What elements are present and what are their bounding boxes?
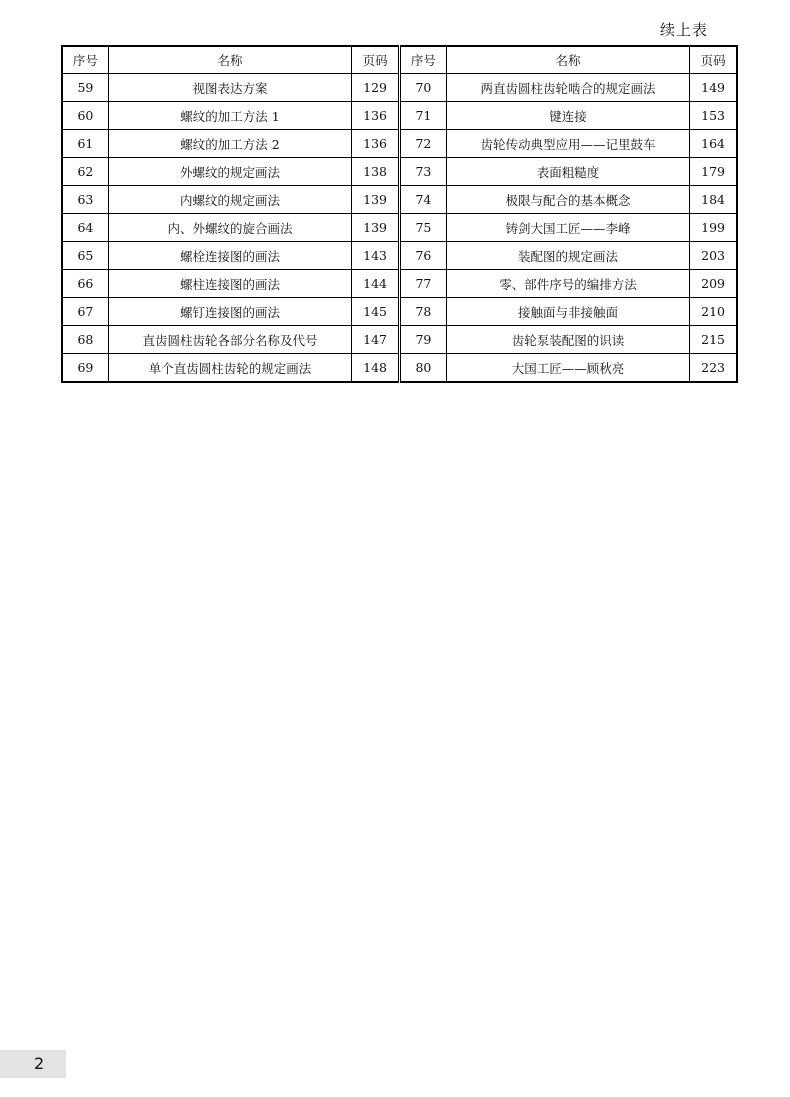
table-row bbox=[62, 326, 737, 354]
entry-name: 接触面与非接触面 bbox=[446, 298, 689, 326]
entry-page: 136 bbox=[352, 102, 400, 130]
entry-no: 65 bbox=[62, 242, 108, 270]
table-row bbox=[62, 270, 737, 298]
entry-page: 164 bbox=[690, 130, 737, 158]
table-header-row bbox=[62, 46, 737, 74]
entry-no: 66 bbox=[62, 270, 108, 298]
table-row bbox=[62, 242, 737, 270]
entry-no: 61 bbox=[62, 130, 108, 158]
entry-no: 77 bbox=[399, 270, 446, 298]
entry-no: 80 bbox=[399, 354, 446, 383]
entry-name: 内、外螺纹的旋合画法 bbox=[108, 214, 351, 242]
entry-page: 210 bbox=[690, 298, 737, 326]
entry-page: 139 bbox=[352, 186, 400, 214]
entry-name: 外螺纹的规定画法 bbox=[108, 158, 351, 186]
entry-name: 视图表达方案 bbox=[108, 74, 351, 102]
page-number-tab bbox=[0, 1050, 66, 1078]
entry-name: 铸剑大国工匠——李峰 bbox=[446, 214, 689, 242]
entry-name: 螺栓连接图的画法 bbox=[108, 242, 351, 270]
entry-page: 148 bbox=[352, 354, 400, 383]
entry-page: 147 bbox=[352, 326, 400, 354]
entry-page: 145 bbox=[352, 298, 400, 326]
table-row bbox=[62, 74, 737, 102]
entry-page: 203 bbox=[690, 242, 737, 270]
entry-name: 键连接 bbox=[446, 102, 689, 130]
entry-no: 75 bbox=[399, 214, 446, 242]
toc-table bbox=[61, 45, 738, 383]
entry-page: 215 bbox=[690, 326, 737, 354]
entry-no: 78 bbox=[399, 298, 446, 326]
entry-name: 单个直齿圆柱齿轮的规定画法 bbox=[108, 354, 351, 383]
entry-page: 199 bbox=[690, 214, 737, 242]
entry-page: 223 bbox=[690, 354, 737, 383]
entry-no: 60 bbox=[62, 102, 108, 130]
entry-page: 136 bbox=[352, 130, 400, 158]
entry-name: 螺纹的加工方法 2 bbox=[108, 130, 351, 158]
entry-page: 153 bbox=[690, 102, 737, 130]
entry-no: 64 bbox=[62, 214, 108, 242]
entry-no: 79 bbox=[399, 326, 446, 354]
entry-no: 67 bbox=[62, 298, 108, 326]
page-number: 2 bbox=[34, 1054, 45, 1073]
entry-name: 螺纹的加工方法 1 bbox=[108, 102, 351, 130]
entry-no: 62 bbox=[62, 158, 108, 186]
entry-name: 直齿圆柱齿轮各部分名称及代号 bbox=[108, 326, 351, 354]
entry-name: 两直齿圆柱齿轮啮合的规定画法 bbox=[446, 74, 689, 102]
header-name: 名称 bbox=[446, 46, 689, 74]
entry-name: 螺钉连接图的画法 bbox=[108, 298, 351, 326]
entry-name: 螺柱连接图的画法 bbox=[108, 270, 351, 298]
entry-name: 内螺纹的规定画法 bbox=[108, 186, 351, 214]
entry-name: 大国工匠——顾秋亮 bbox=[446, 354, 689, 383]
entry-no: 63 bbox=[62, 186, 108, 214]
entry-name: 零、部件序号的编排方法 bbox=[446, 270, 689, 298]
table-row bbox=[62, 102, 737, 130]
header-no: 序号 bbox=[399, 46, 446, 74]
continuation-label: 续上表 bbox=[659, 21, 708, 39]
header-page: 页码 bbox=[690, 46, 737, 74]
table-row bbox=[62, 214, 737, 242]
entry-page: 144 bbox=[352, 270, 400, 298]
table-row bbox=[62, 158, 737, 186]
entry-no: 59 bbox=[62, 74, 108, 102]
table-row bbox=[62, 298, 737, 326]
entry-no: 69 bbox=[62, 354, 108, 383]
table-row bbox=[62, 130, 737, 158]
entry-no: 72 bbox=[399, 130, 446, 158]
entry-no: 73 bbox=[399, 158, 446, 186]
table-row bbox=[62, 354, 737, 383]
entry-no: 74 bbox=[399, 186, 446, 214]
entry-page: 209 bbox=[690, 270, 737, 298]
entry-name: 齿轮传动典型应用——记里鼓车 bbox=[446, 130, 689, 158]
entry-page: 129 bbox=[352, 74, 400, 102]
entry-page: 139 bbox=[352, 214, 400, 242]
entry-page: 179 bbox=[690, 158, 737, 186]
table-row bbox=[62, 186, 737, 214]
header-name: 名称 bbox=[108, 46, 351, 74]
entry-name: 极限与配合的基本概念 bbox=[446, 186, 689, 214]
entry-name: 装配图的规定画法 bbox=[446, 242, 689, 270]
header-page: 页码 bbox=[352, 46, 400, 74]
header-no: 序号 bbox=[62, 46, 108, 74]
entry-page: 184 bbox=[690, 186, 737, 214]
entry-page: 149 bbox=[690, 74, 737, 102]
entry-no: 68 bbox=[62, 326, 108, 354]
entry-page: 143 bbox=[352, 242, 400, 270]
entry-page: 138 bbox=[352, 158, 400, 186]
entry-no: 70 bbox=[399, 74, 446, 102]
entry-no: 76 bbox=[399, 242, 446, 270]
entry-no: 71 bbox=[399, 102, 446, 130]
entry-name: 表面粗糙度 bbox=[446, 158, 689, 186]
entry-name: 齿轮泵装配图的识读 bbox=[446, 326, 689, 354]
